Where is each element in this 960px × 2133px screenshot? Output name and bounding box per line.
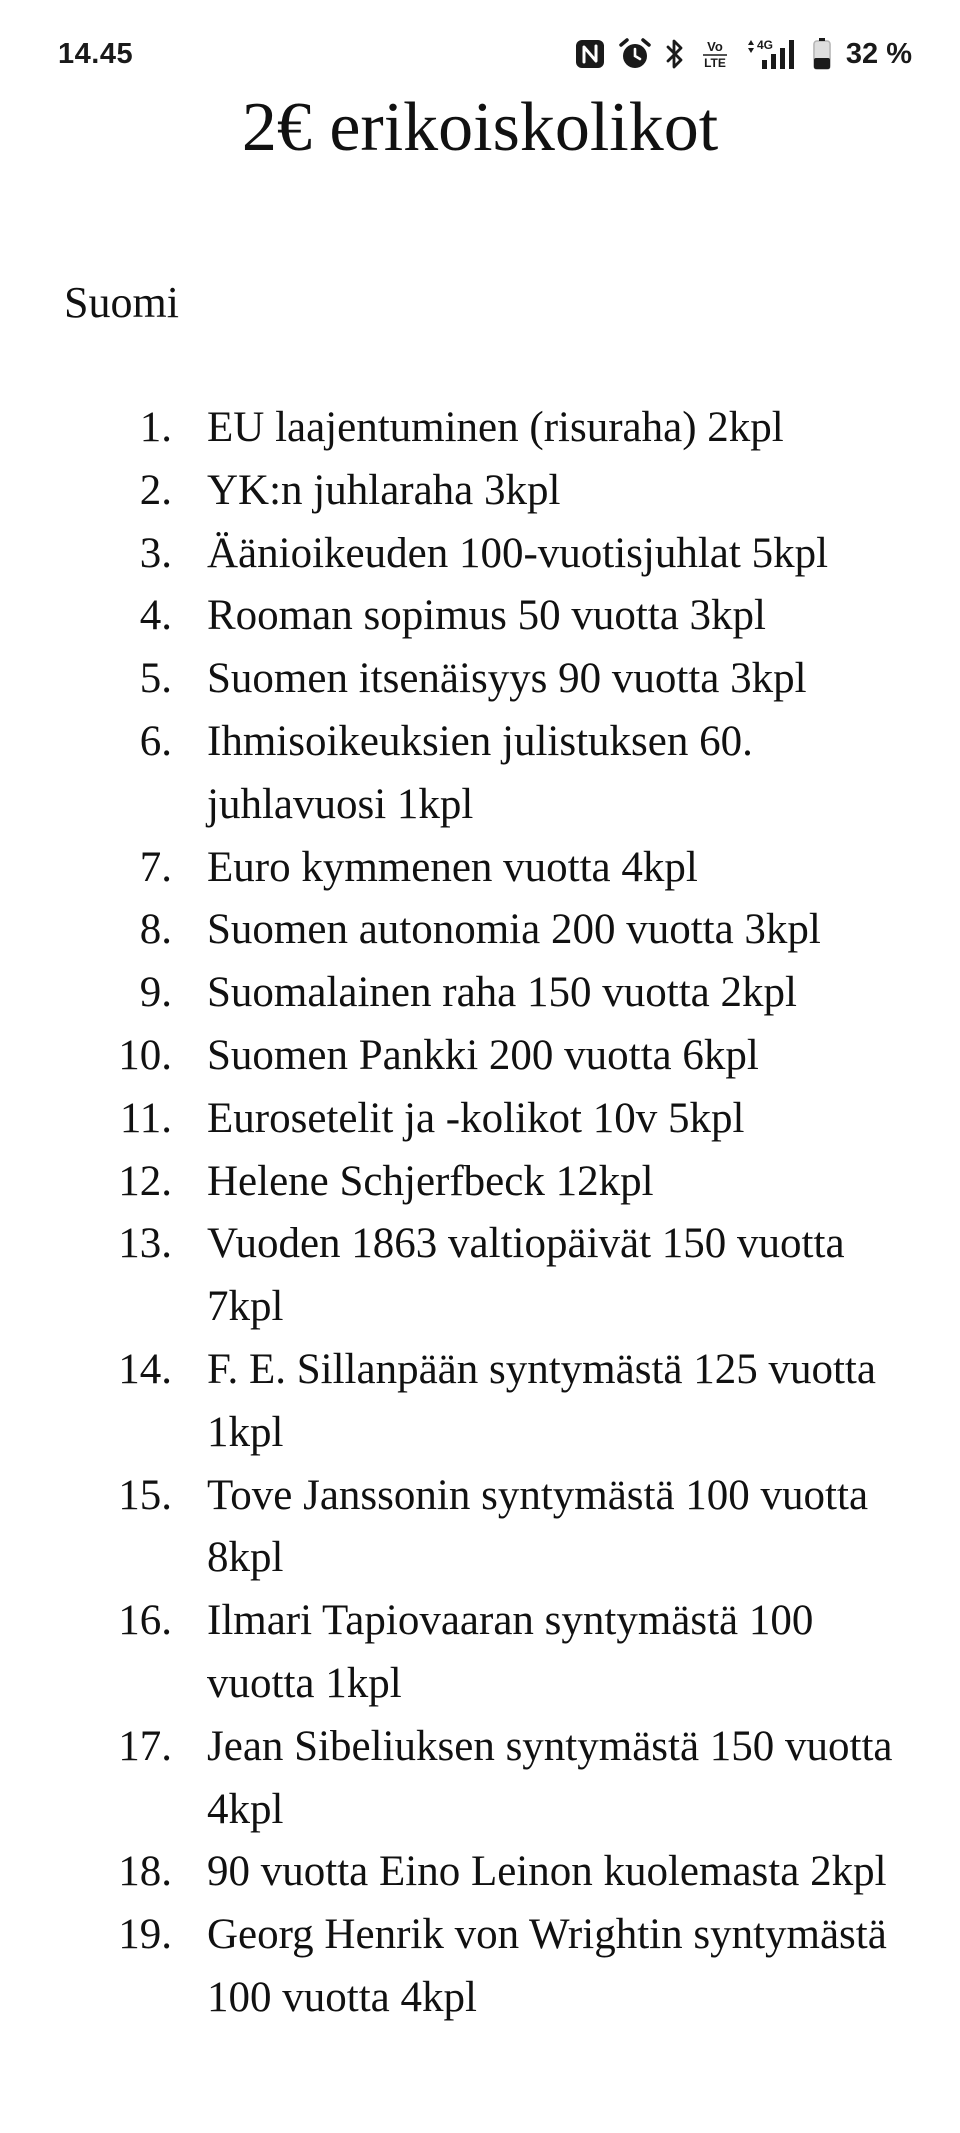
list-item — [0, 397, 960, 460]
list-item-text: Vuoden 1863 valtiopäivät 150 vuotta 7kpl — [207, 1220, 845, 1331]
list-item — [0, 1465, 960, 1591]
list-item-text: Jean Sibeliuksen syntymästä 150 vuotta 4kpl — [207, 1722, 893, 1833]
svg-text:LTE: LTE — [704, 56, 726, 70]
list-item-number: 1. — [139, 404, 172, 451]
list-item-number: 7. — [139, 843, 172, 891]
list-item — [0, 1025, 960, 1088]
list-item — [0, 837, 960, 900]
list-item — [0, 1339, 960, 1465]
list-item — [0, 460, 960, 523]
list-item — [0, 711, 960, 837]
list-item-number: 17. — [118, 1722, 172, 1770]
page-title: 2€ erikoiskolikot — [241, 89, 719, 166]
list-item-number: 13. — [118, 1220, 172, 1268]
list-item — [0, 1213, 960, 1339]
list-item — [0, 1590, 960, 1716]
list-item-number: 2. — [139, 466, 172, 514]
list-item — [0, 523, 960, 586]
list-item-number: 15. — [118, 1471, 172, 1519]
list-item-number: 9. — [139, 969, 172, 1017]
list-item-text: Eurosetelit ja -kolikot 10v 5kpl — [207, 1094, 745, 1142]
list-item-text: EU laajentuminen (risuraha) 2kpl — [207, 404, 784, 451]
list-item-text: Euro kymmenen vuotta 4kpl — [207, 843, 698, 891]
list-item-number: 5. — [139, 655, 172, 703]
list-item-number: 12. — [118, 1157, 172, 1205]
list-item — [0, 1904, 960, 2030]
list-item-number: 8. — [139, 906, 172, 954]
list-item-text: Suomen itsenäisyys 90 vuotta 3kpl — [207, 655, 807, 703]
battery-icon — [812, 37, 832, 71]
list-item-text: Rooman sopimus 50 vuotta 3kpl — [207, 592, 766, 640]
volte-icon — [698, 37, 732, 71]
list-item-text: Äänioikeuden 100-vuotisjuhlat 5kpl — [207, 529, 829, 577]
list-item-number: 10. — [118, 1031, 172, 1079]
list-item — [0, 1716, 960, 1842]
list-item — [0, 1841, 960, 1904]
alarm-icon — [618, 37, 652, 71]
list-item-number: 11. — [119, 1094, 172, 1142]
list-item — [0, 1088, 960, 1151]
list-item-text: Helene Schjerfbeck 12kpl — [207, 1157, 654, 1205]
list-item — [0, 1151, 960, 1214]
list-item — [0, 585, 960, 648]
4g-icon: 4G — [756, 38, 773, 52]
list-item-text: Georg Henrik von Wrightin syntymästä 100 vuotta 4kpl — [207, 1911, 887, 2021]
list-item — [0, 648, 960, 711]
list-item-text: YK:n juhlaraha 3kpl — [207, 466, 561, 514]
battery-percentage: 32 % — [845, 37, 912, 70]
list-item-number: 6. — [139, 717, 172, 765]
bluetooth-icon — [664, 37, 686, 71]
list-item-text: F. E. Sillanpään syntymästä 125 vuotta 1kpl — [207, 1345, 876, 1456]
list-item-number: 16. — [118, 1597, 172, 1645]
status-icons — [574, 34, 912, 74]
list-item-text: Suomen autonomia 200 vuotta 3kpl — [207, 906, 821, 954]
list-item-text: Suomalainen raha 150 vuotta 2kpl — [207, 969, 797, 1017]
coin-list — [0, 397, 960, 2030]
list-item-text: Ilmari Tapiovaaran syntymästä 100 vuotta 1kpl — [207, 1597, 814, 1707]
list-item — [0, 899, 960, 962]
nfc-icon — [574, 38, 606, 70]
list-item-number: 3. — [139, 529, 172, 577]
list-item-number: 18. — [118, 1848, 172, 1896]
list-item-text: Ihmisoikeuksien julistuksen 60. juhlavuosi 1kpl — [207, 717, 753, 828]
svg-text:Vo: Vo — [707, 39, 723, 54]
list-item-number: 14. — [118, 1345, 172, 1393]
list-item — [0, 962, 960, 1025]
list-item-text: 90 vuotta Eino Leinon kuolemasta 2kpl — [207, 1848, 887, 1896]
list-item-text: Suomen Pankki 200 vuotta 6kpl — [207, 1031, 759, 1079]
section-heading: Suomi — [64, 278, 179, 327]
list-item-text: Tove Janssonin syntymästä 100 vuotta 8kpl — [207, 1471, 869, 1582]
status-time: 14.45 — [58, 38, 134, 70]
list-item-number: 19. — [118, 1911, 172, 1959]
signal-icon — [744, 36, 800, 72]
list-item-number: 4. — [139, 592, 172, 640]
